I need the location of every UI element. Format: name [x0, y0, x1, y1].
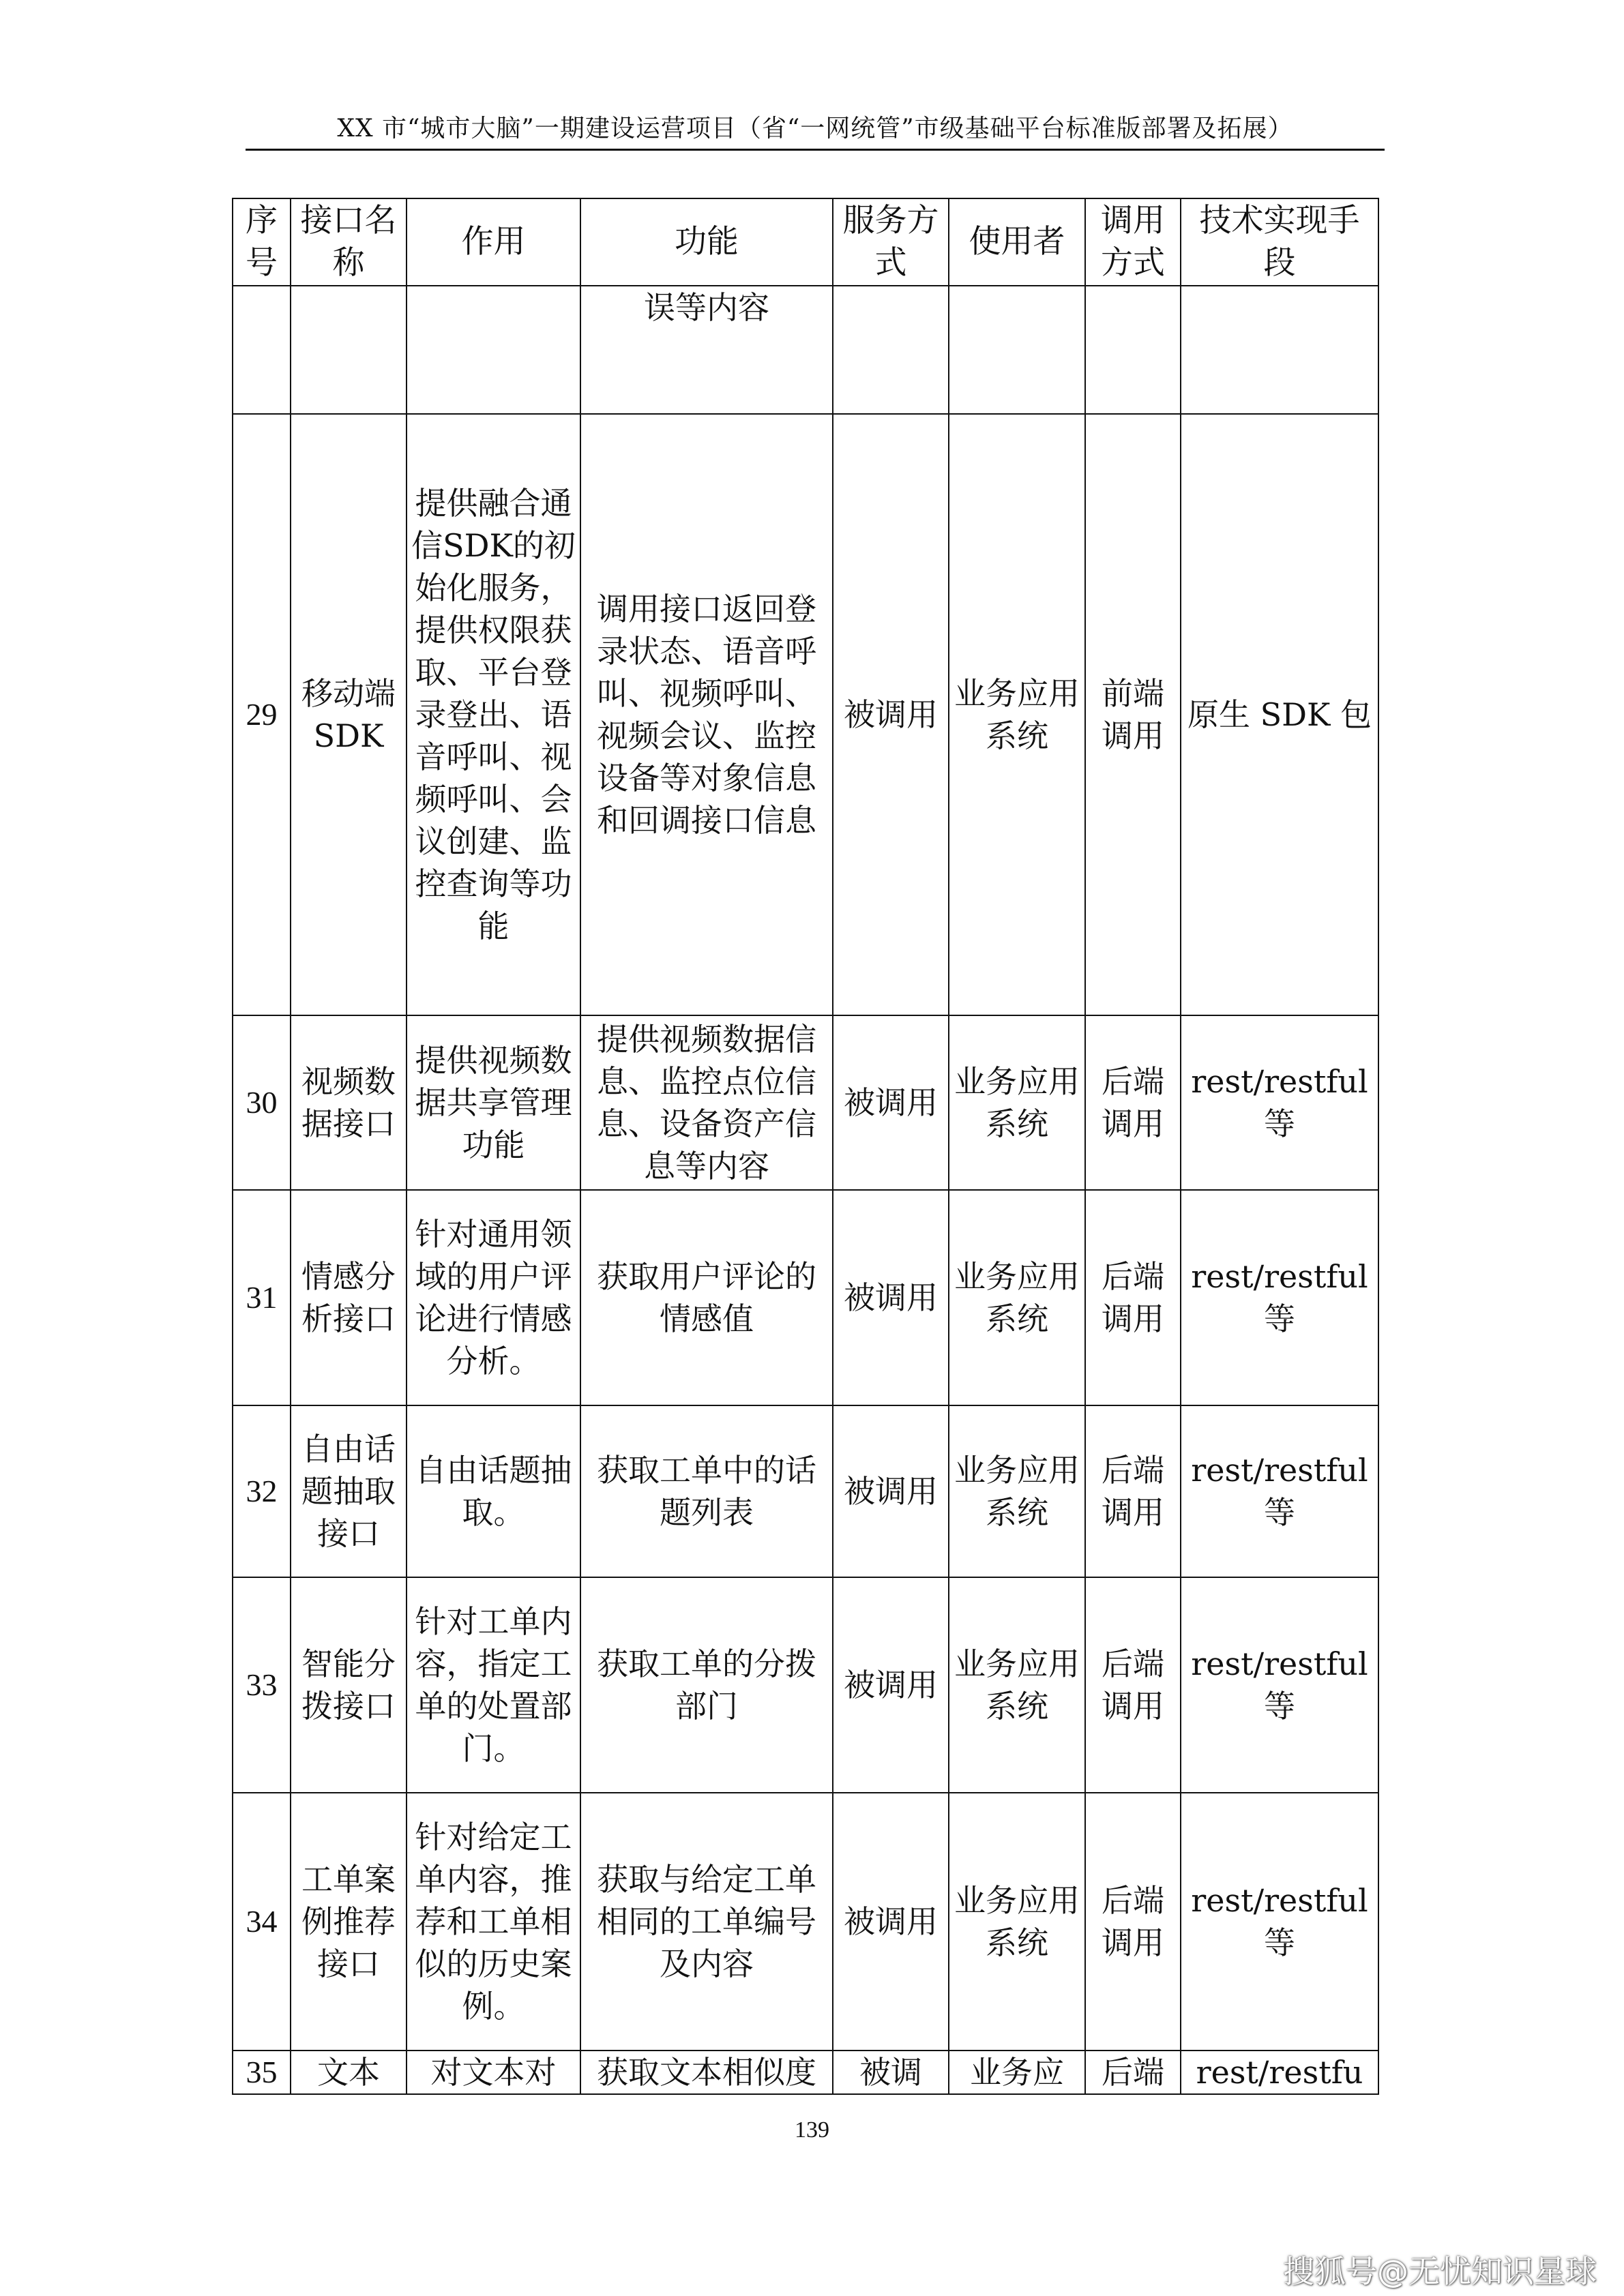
running-header: XX 市“城市大脑”一期建设运营项目（省“一网统管”市级基础平台标准版部署及拓展）	[337, 115, 1293, 143]
cell-call: 后端调用	[1085, 1190, 1181, 1405]
col-header-call: 调用方式	[1085, 198, 1181, 286]
cell-no: 32	[233, 1405, 291, 1577]
cell-tech: 原生 SDK 包	[1181, 414, 1378, 1015]
cell-function: 获取文本相似度	[580, 2051, 833, 2094]
cell-call: 后端	[1085, 2051, 1181, 2094]
cell-user: 业务应用系统	[949, 1190, 1085, 1405]
cell-function: 提供视频数据信息、监控点位信息、设备资产信息等内容	[580, 1015, 833, 1190]
cell-tech: rest/restful 等	[1181, 1405, 1378, 1577]
cell-no: 31	[233, 1190, 291, 1405]
cell-service: 被调用	[833, 1405, 949, 1577]
table-row	[233, 1577, 1378, 1793]
cell-service: 被调用	[833, 1015, 949, 1190]
cell-purpose: 针对工单内容，指定工单的处置部门。	[407, 1577, 580, 1793]
cell-user: 业务应用系统	[949, 414, 1085, 1015]
table-row	[233, 1793, 1378, 2051]
cell-tech: rest/restfu	[1181, 2051, 1378, 2094]
table-row	[233, 1405, 1378, 1577]
cell-user: 业务应用系统	[949, 1793, 1085, 2051]
cell-service: 被调用	[833, 1577, 949, 1793]
cell-purpose: 对文本对	[407, 2051, 580, 2094]
cell-name: 视频数据接口	[291, 1015, 407, 1190]
cell-no: 33	[233, 1577, 291, 1793]
cell-tech: rest/restful 等	[1181, 1793, 1378, 2051]
col-header-name: 接口名称	[291, 198, 407, 286]
table-row	[233, 1015, 1378, 1190]
cell-name: 情感分析接口	[291, 1190, 407, 1405]
cell-user: 业务应用系统	[949, 1405, 1085, 1577]
page-number: 139	[795, 2117, 829, 2143]
cell-name: 移动端SDK	[291, 414, 407, 1015]
cell-purpose: 针对给定工单内容，推荐和工单相似的历史案例。	[407, 1793, 580, 2051]
cell-no: 35	[233, 2051, 291, 2094]
cell-purpose: 针对通用领域的用户评论进行情感分析。	[407, 1190, 580, 1405]
col-header-service: 服务方式	[833, 198, 949, 286]
cell-name: 工单案例推荐接口	[291, 1793, 407, 2051]
cell-service: 被调用	[833, 1190, 949, 1405]
cell-call: 后端调用	[1085, 1793, 1181, 2051]
col-header-purpose: 作用	[407, 198, 580, 286]
table-row	[233, 2051, 1378, 2094]
table-header-row	[233, 198, 1378, 286]
cell-name: 自由话题抽取接口	[291, 1405, 407, 1577]
cell-user: 业务应	[949, 2051, 1085, 2094]
cell-function: 获取工单的分拨部门	[580, 1577, 833, 1793]
cell-function: 误等内容	[580, 286, 833, 414]
col-header-no: 序号	[233, 198, 291, 286]
cell-tech: rest/restful 等	[1181, 1577, 1378, 1793]
cell-function: 获取用户评论的情感值	[580, 1190, 833, 1405]
table-row	[233, 1190, 1378, 1405]
table-row	[233, 414, 1378, 1015]
cell-call: 后端调用	[1085, 1015, 1181, 1190]
cell-call: 后端调用	[1085, 1577, 1181, 1793]
cell-call: 后端调用	[1085, 1405, 1181, 1577]
cell-user: 业务应用系统	[949, 1577, 1085, 1793]
header-rule	[246, 149, 1385, 151]
cell-no: 30	[233, 1015, 291, 1190]
cell-service: 被调用	[833, 1793, 949, 2051]
cell-no: 34	[233, 1793, 291, 2051]
cell-no: 29	[233, 414, 291, 1015]
cell-service: 被调	[833, 2051, 949, 2094]
col-header-user: 使用者	[949, 198, 1085, 286]
cell-function: 获取工单中的话题列表	[580, 1405, 833, 1577]
cell-function: 调用接口返回登录状态、语音呼叫、视频呼叫、视频会议、监控设备等对象信息和回调接口信息	[580, 414, 833, 1015]
cell-name: 文本	[291, 2051, 407, 2094]
cell-service: 被调用	[833, 414, 949, 1015]
watermark: 搜狐号@无忧知识星球	[1283, 2253, 1597, 2290]
cell-purpose: 提供融合通信SDK的初始化服务，提供权限获取、平台登录登出、语音呼叫、视频呼叫、会议创建、监控查询等功能	[407, 414, 580, 1015]
cell-purpose: 提供视频数据共享管理功能	[407, 1015, 580, 1190]
table-row-continuation	[233, 286, 1378, 414]
col-header-function: 功能	[580, 198, 833, 286]
interface-table	[232, 198, 1379, 2095]
cell-user: 业务应用系统	[949, 1015, 1085, 1190]
col-header-tech: 技术实现手段	[1181, 198, 1378, 286]
cell-function: 获取与给定工单相同的工单编号及内容	[580, 1793, 833, 2051]
cell-purpose: 自由话题抽取。	[407, 1405, 580, 1577]
cell-name: 智能分拨接口	[291, 1577, 407, 1793]
cell-call: 前端调用	[1085, 414, 1181, 1015]
cell-tech: rest/restful 等	[1181, 1190, 1378, 1405]
cell-tech: rest/restful 等	[1181, 1015, 1378, 1190]
